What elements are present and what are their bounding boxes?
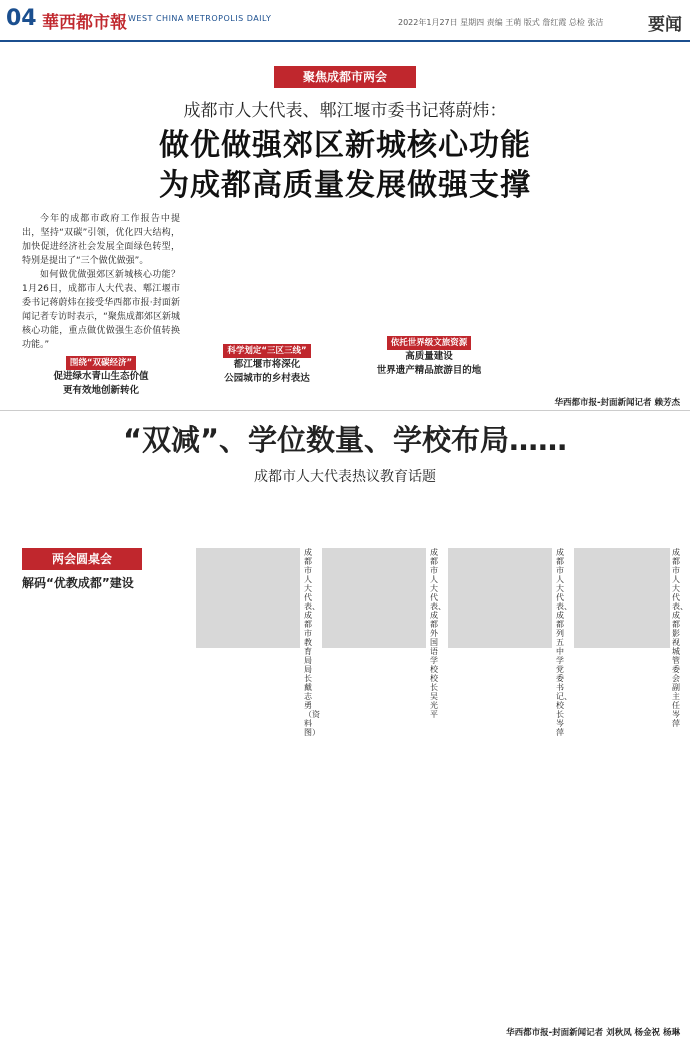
subhead-line: 世界遗产精品旅游目的地 [376, 365, 482, 376]
photo-caption: 成都市人大代表、成都外国语学校校长 吴光平 [430, 548, 446, 719]
roundtable-title: 解码“优教成都”建设 [22, 576, 134, 590]
portrait-photo [574, 548, 670, 648]
second-byline: 华西都市报-封面新闻记者 刘秋凤 杨金祝 杨琳 [506, 1028, 680, 1038]
subhead-line: 高质量建设 [405, 351, 453, 362]
portrait-photo [448, 548, 552, 648]
second-headline: “双减”、学位数量、学校布局…… [122, 423, 568, 457]
subhead-block [22, 356, 180, 398]
lead-headline-line2: 为成都高质量发展做强支撑 [159, 168, 531, 203]
roundtable-tag: 两会圆桌会 [22, 548, 142, 570]
subhead-line: 更有效地创新转化 [62, 385, 139, 396]
subhead-line: 都江堰市将深化 [233, 359, 301, 370]
subhead-line: 公园城市的乡村表达 [224, 373, 310, 384]
subhead-label: 依托世界级文旅资源 [387, 336, 472, 350]
paper-name-en: WEST CHINA METROPOLIS DAILY [128, 14, 272, 23]
photo-caption: 成都市人大代表、成都市教育局局长 戴志勇（资料图） [304, 548, 320, 737]
lead-paragraph: 如何做优做强郊区新城核心功能？1月26日，成都市人大代表、郫江堰市委书记蒋蔚炜在接受华西都市报·封面新闻记者专访时表示，“聚焦成都郊区新城核心功能，重点做优做强生态价值转换功能。” [22, 270, 180, 350]
photo-caption: 成都市人大代表、成都列五中学党委书记、校长 岑萍 [556, 548, 572, 737]
issue-meta: 2022年1月27日 星期四 责编 王萌 版式 詹红霞 总检 张洁 [398, 18, 604, 27]
lead-column-1 [22, 212, 180, 402]
photo-caption: 成都市人大代表、成都影视城管委会副主任 岑萍 [672, 548, 688, 728]
page-number: 04 [6, 6, 37, 31]
paper-name: 華西都市報 [42, 13, 127, 33]
subhead-line: 促进绿水青山生态价值 [53, 371, 149, 382]
lead-column-2 [188, 340, 346, 390]
lead-byline: 华西都市报-封面新闻记者 赖芳杰 [554, 398, 680, 408]
lead-kicker: 成都市人大代表、郫江堰市委书记蒋蔚炜： [183, 101, 507, 121]
subhead-label: 科学划定“三区三线” [223, 344, 310, 358]
section-tag: 要闻 [648, 15, 682, 35]
portrait-photo [196, 548, 300, 648]
subhead-block [350, 336, 508, 378]
portrait-photo [322, 548, 426, 648]
lead-column-3 [350, 332, 508, 382]
feature-banner: 聚焦成都市两会 [274, 66, 416, 88]
subhead-label: 围绕“双碳经济” [66, 356, 136, 370]
lead-headline-line1: 做优做强郊区新城核心功能 [159, 128, 531, 163]
second-subtitle: 成都市人大代表热议教育话题 [254, 469, 436, 485]
lead-paragraph: 今年的成都市政府工作报告中提出，坚持“双碳”引领，优化四大结构，加快促进经济社会发展全面绿色转型，特别是提出了“三个做优做强”。 [22, 214, 180, 266]
section-divider [0, 410, 690, 411]
subhead-block [188, 344, 346, 386]
